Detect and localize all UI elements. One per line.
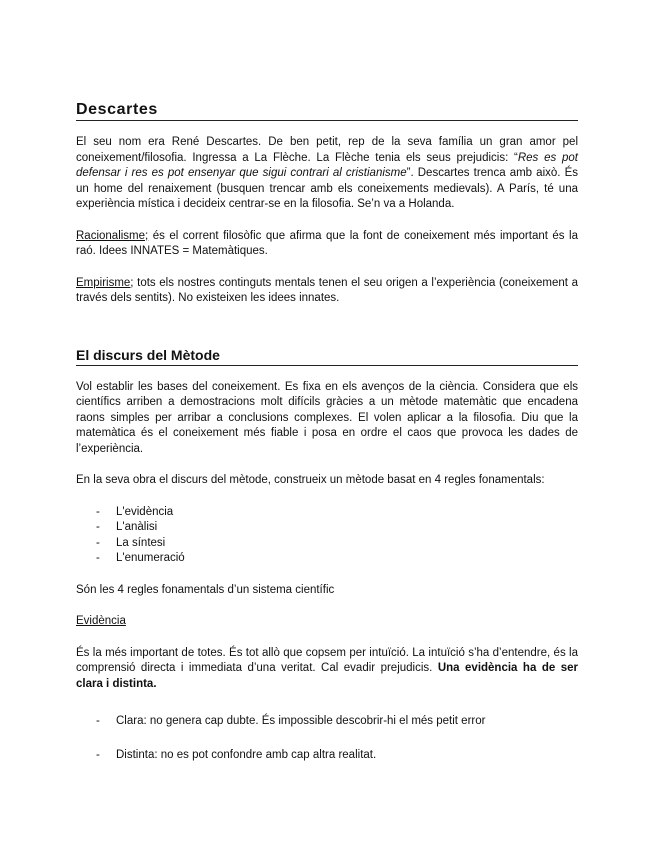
document-content [76, 100, 578, 763]
metode-paragraph: Vol establir les bases del coneixement. Es fixa en els avenços de la ciència. Considera que els científics arriben a demostracions molt difícils gràcies a un mètode matemàtic que encadena raons simples per arribar a conclusions complexes. El volen aplicar a la filosofia. Diu que la matemàtica és el coneixement més fiable i posa en ordre el caos que provoca les dades de l’experiència. [76, 380, 578, 455]
list-item: - L'enumeració [96, 552, 185, 564]
racionalisme-term: Racionalisme; [76, 229, 149, 242]
regles-summary-paragraph: Són les 4 regles fonamentals d’un sistema científic [76, 583, 335, 596]
list-item: - La síntesi [96, 536, 166, 549]
distinta-list [76, 748, 578, 764]
list-item: - L'anàlisi [96, 521, 158, 533]
evidencia-heading: Evidència [76, 615, 126, 627]
racionalisme-paragraph: Racionalisme; és el corrent filosòfic que afirma que la font de coneixement més important és la raó. Idees INNATES = Matemàtiques. [76, 229, 578, 257]
list-item: - Clara: no genera cap dubte. És impossible descobrir-hi el més petit error [96, 715, 486, 727]
section-title-descartes: Descartes [76, 100, 578, 121]
list-item: - Distinta: no es pot confondre amb cap altra realitat. [96, 748, 377, 761]
empirisme-term: Empirisme; [76, 276, 134, 289]
quote-text: Res es pot defensar i res es pot ensenyar que sigui contrari al cristianisme [76, 151, 578, 179]
clara-list [76, 714, 578, 730]
regles-intro-paragraph: En la seva obra el discurs del mètode, construeix un mètode basat en 4 regles fonamentals: [76, 474, 545, 486]
empirisme-paragraph: Empirisme; tots els nostres continguts mentals tenen el seu origen a l’experiència (coneixement a través dels sentits). No existeixen les idees innates. [76, 276, 578, 304]
evidencia-bold-text: Una evidència ha de ser clara i distinta. [76, 662, 578, 690]
section-title-discurs: El discurs del Mètode [76, 347, 578, 366]
evidencia-paragraph: És la més important de totes. És tot allò que copsem per intuïció. La intuïció s’ha d’entendre, és la comprensió directa i immediata d’una veritat. Cal evadir prejudicis. Una evidència ha de ser clara i distinta. [76, 646, 578, 690]
list-item: - L'evidència [96, 505, 174, 518]
rules-list [76, 505, 578, 567]
intro-paragraph: El seu nom era René Descartes. De ben petit, rep de la seva família un gran amor pel coneixement/filosofia. Ingressa a La Flèche. La Flèche tenia els seus prejudicis: “Res es pot defensar i res es pot ensenyar que sigui contrari al cristianisme”. Descartes trenca amb això. És un home del renaixement (busquen trencar amb els coneixements medievals). A París, té una experiència mística i decideix centrar-se en la filosofia. Se’n va a Holanda. [76, 136, 578, 210]
